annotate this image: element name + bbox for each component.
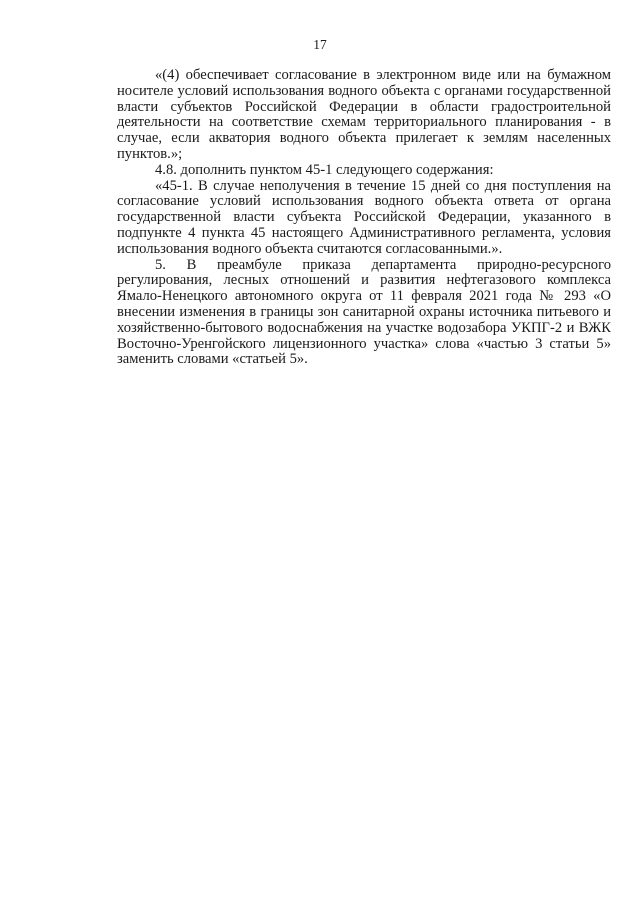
paragraph-item-45-1: «45-1. В случае неполучения в течение 15 дней со дня поступления на согласование условий использования водного объекта ответа от органа государственной власти субъекта Российской Федерации, указанного в подпункте 4 пункта 45 настоящего Административного регламента, условия использования водного объекта считаются согласованными.». [117,177,611,257]
paragraph-item-4-clause-4: «(4) обеспечивает согласование в электронном виде или на бумажном носителе условий использования водного объекта с органами государственной власти субъектов Российской Федерации в области градостроительной деятельности на соответствие схемам территориального планирования - в случае, если акватория водного объекта прилегает к землям населенных пунктов.»; [117,67,611,162]
document-body [117,68,611,368]
paragraph-item-4-8: 4.8. дополнить пунктом 45-1 следующего содержания: [155,161,494,178]
paragraph-item-5: 5. В преамбуле приказа департамента природно-ресурсного регулирования, лесных отношений и развития нефтегазового комплекса Ямало-Ненецкого автономного округа от 11 февраля 2021 года № 293 «О внесении изменения в границы зон санитарной охраны источника питьевого и хозяйственно-бытового водоснабжения на участке водозабора УКПГ-2 и ВЖК Восточно-Уренгойского лицензионного участка» слова «частью 3 статьи 5» заменить словами «статьей 5». [117,256,611,368]
page-number: 17 [313,37,327,52]
